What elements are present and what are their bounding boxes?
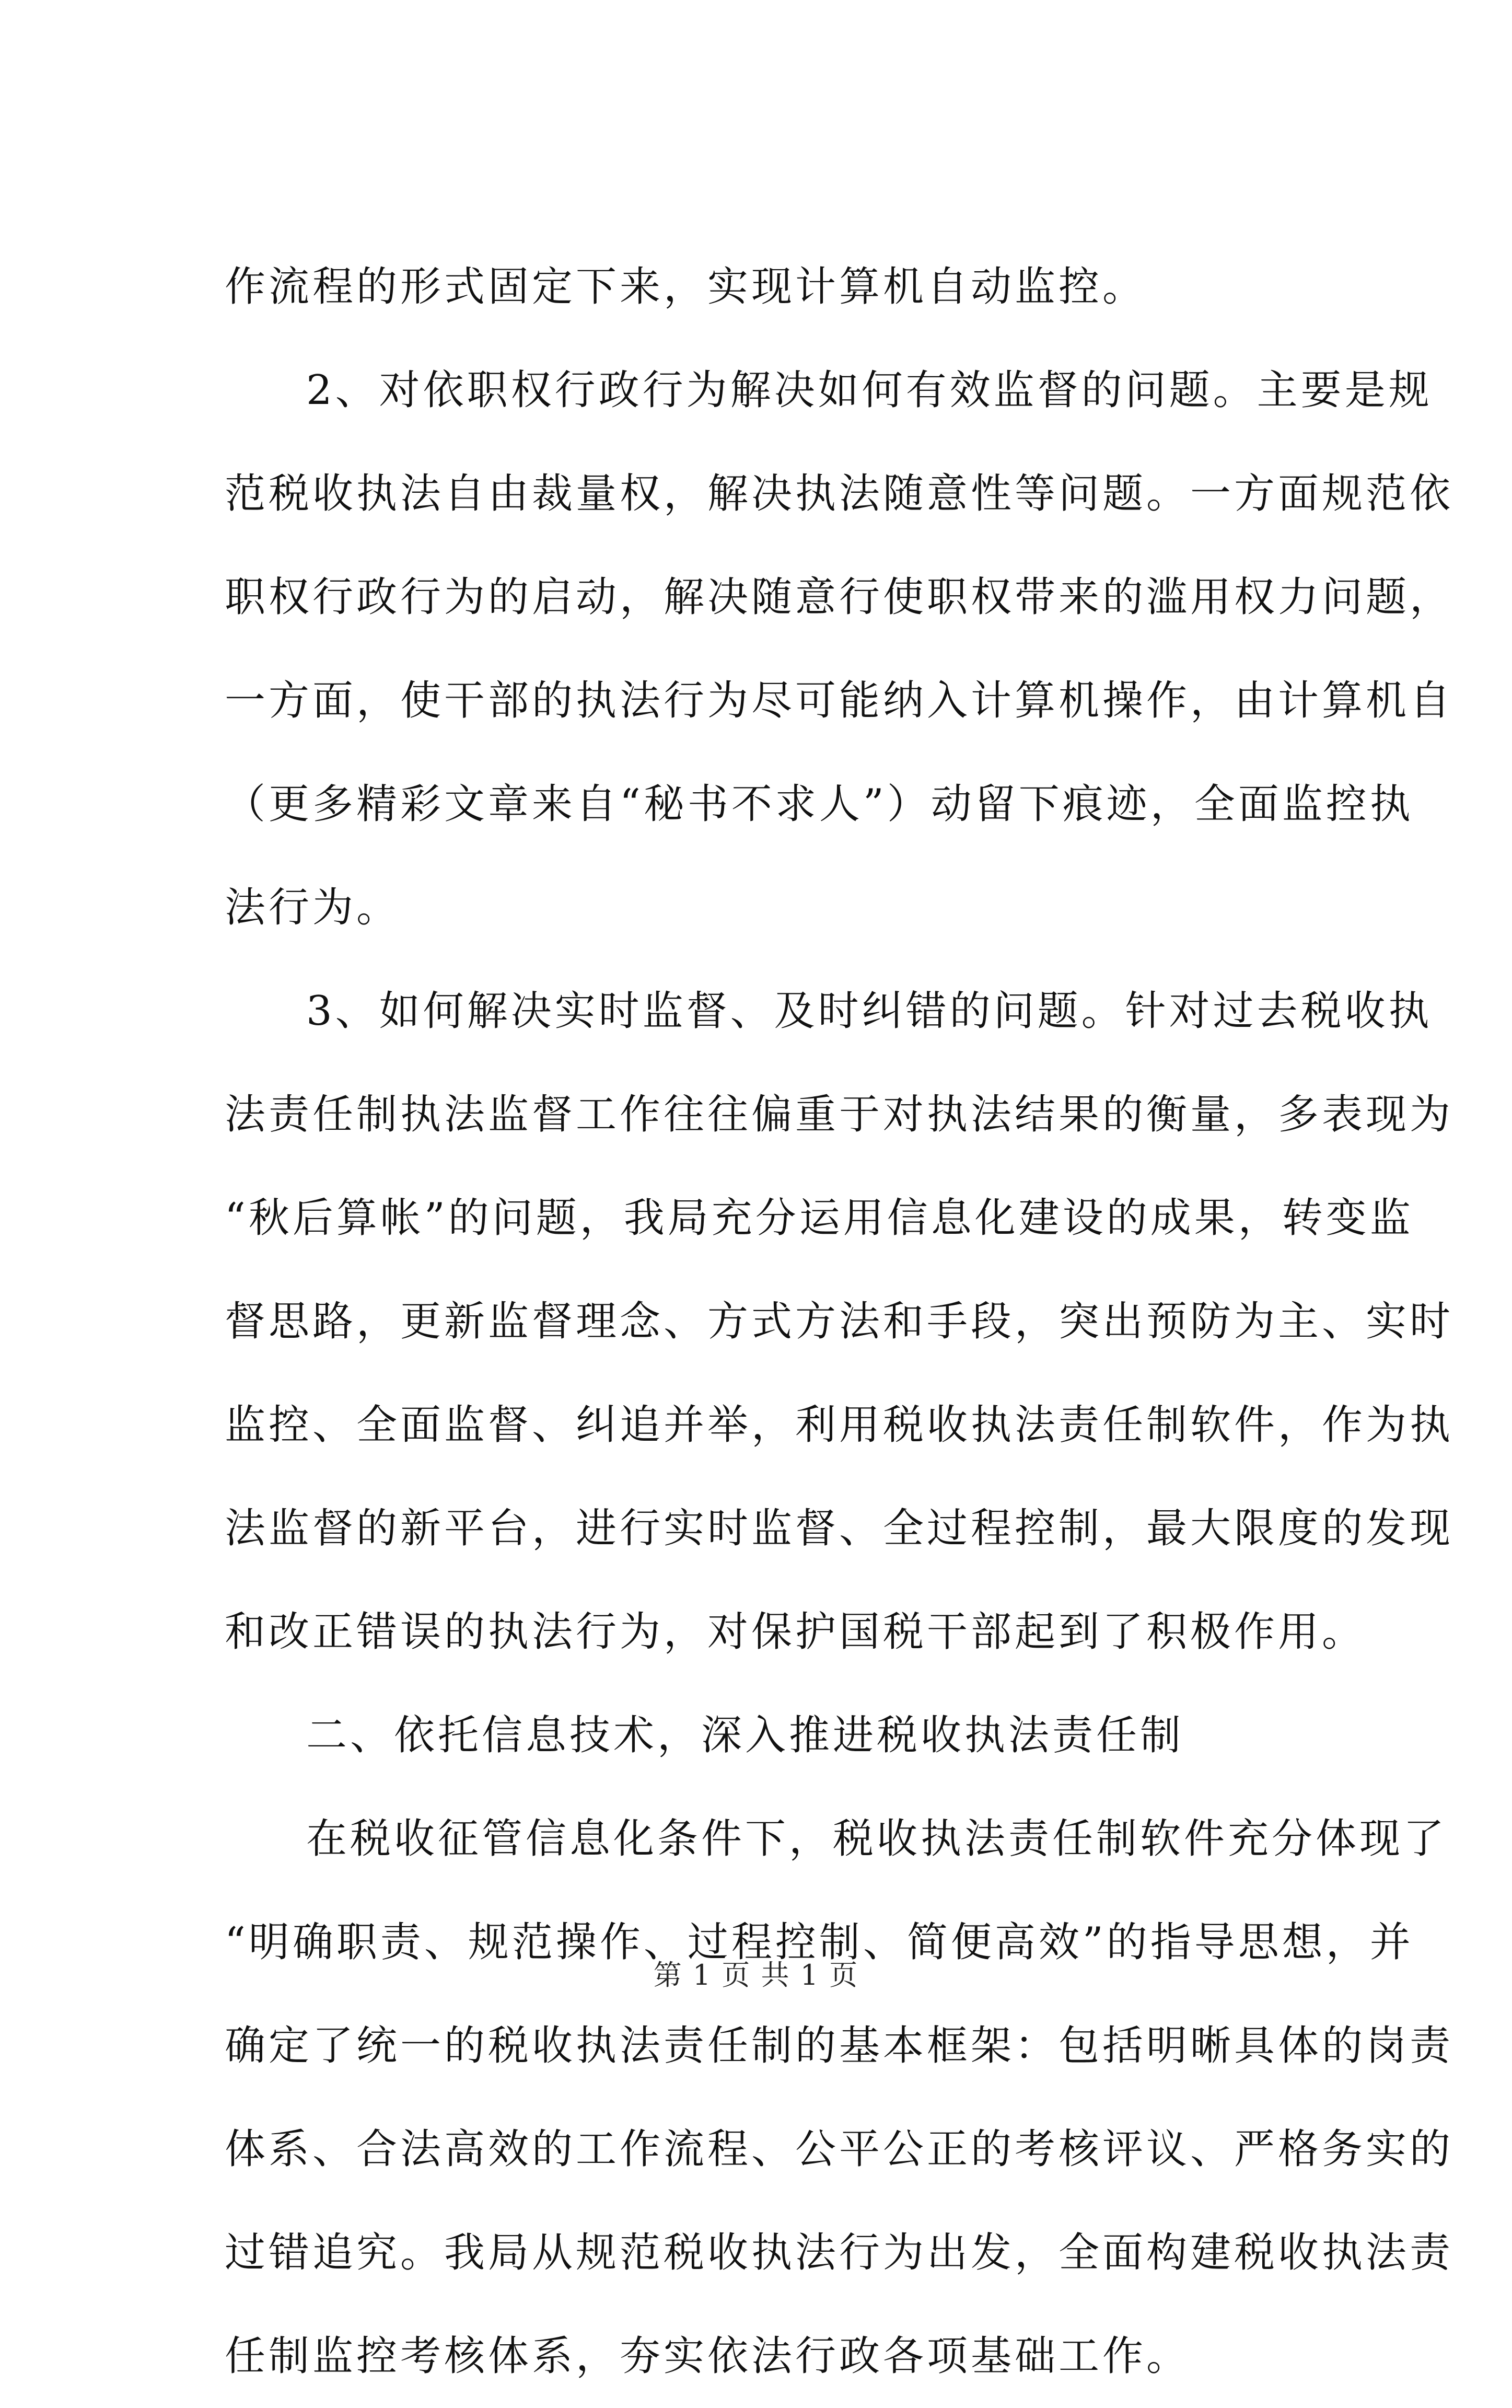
text-line-19: 体系、合法高效的工作流程、公平公正的考核评议、严格务实的 <box>225 2126 1454 2173</box>
text-line-12: 监控、全面监督、纠追并举，利用税收执法责任制软件，作为执 <box>225 1402 1454 1449</box>
text-line-2: 2、对依职权行政行为解决如何有效监督的问题。主要是规 <box>306 367 1433 414</box>
text-line-16: 在税收征管信息化条件下，税收执法责任制软件充分体现了 <box>306 1815 1448 1862</box>
text-line-14: 和改正错误的执法行为，对保护国税干部起到了积极作用。 <box>225 1608 1366 1656</box>
section-heading: 二、依托信息技术，深入推进税收执法责任制 <box>306 1712 1184 1759</box>
text-line-10: “秋后算帐”的问题，我局充分运用信息化建设的成果，转变监 <box>225 1195 1414 1242</box>
text-line-11: 督思路，更新监督理念、方式方法和手段，突出预防为主、实时 <box>225 1298 1454 1345</box>
text-line-5: 一方面，使干部的执法行为尽可能纳入计算机操作，由计算机自 <box>225 677 1454 724</box>
text-line-18: 确定了统一的税收执法责任制的基本框架：包括明晰具体的岗责 <box>225 2022 1454 2069</box>
text-line-20: 过错追究。我局从规范税收执法行为出发，全面构建税收执法责 <box>225 2229 1454 2276</box>
text-line-7: 法行为。 <box>225 884 401 931</box>
document-body <box>225 235 1454 2408</box>
text-line-9: 法责任制执法监督工作往往偏重于对执法结果的衡量，多表现为 <box>225 1091 1454 1138</box>
text-line-3: 范税收执法自由裁量权，解决执法随意性等问题。一方面规范依 <box>225 470 1454 517</box>
text-line-8: 3、如何解决实时监督、及时纠错的问题。针对过去税收执 <box>306 988 1433 1035</box>
page-footer: 第 1 页 共 1 页 <box>653 1959 859 1992</box>
text-line-13: 法监督的新平台，进行实时监督、全过程控制，最大限度的发现 <box>225 1505 1454 1552</box>
text-line-17: “明确职责、规范操作、过程控制、简便高效”的指导思想，并 <box>225 1919 1414 1966</box>
text-line-21: 任制监控考核体系，夯实依法行政各项基础工作。 <box>225 2333 1191 2380</box>
text-line-6: （更多精彩文章来自“秘书不求人”）动留下痕迹，全面监控执 <box>225 781 1414 828</box>
text-line-4: 职权行政行为的启动，解决随意行使职权带来的滥用权力问题， <box>225 574 1454 621</box>
text-line-1: 作流程的形式固定下来，实现计算机自动监控。 <box>225 263 1147 310</box>
